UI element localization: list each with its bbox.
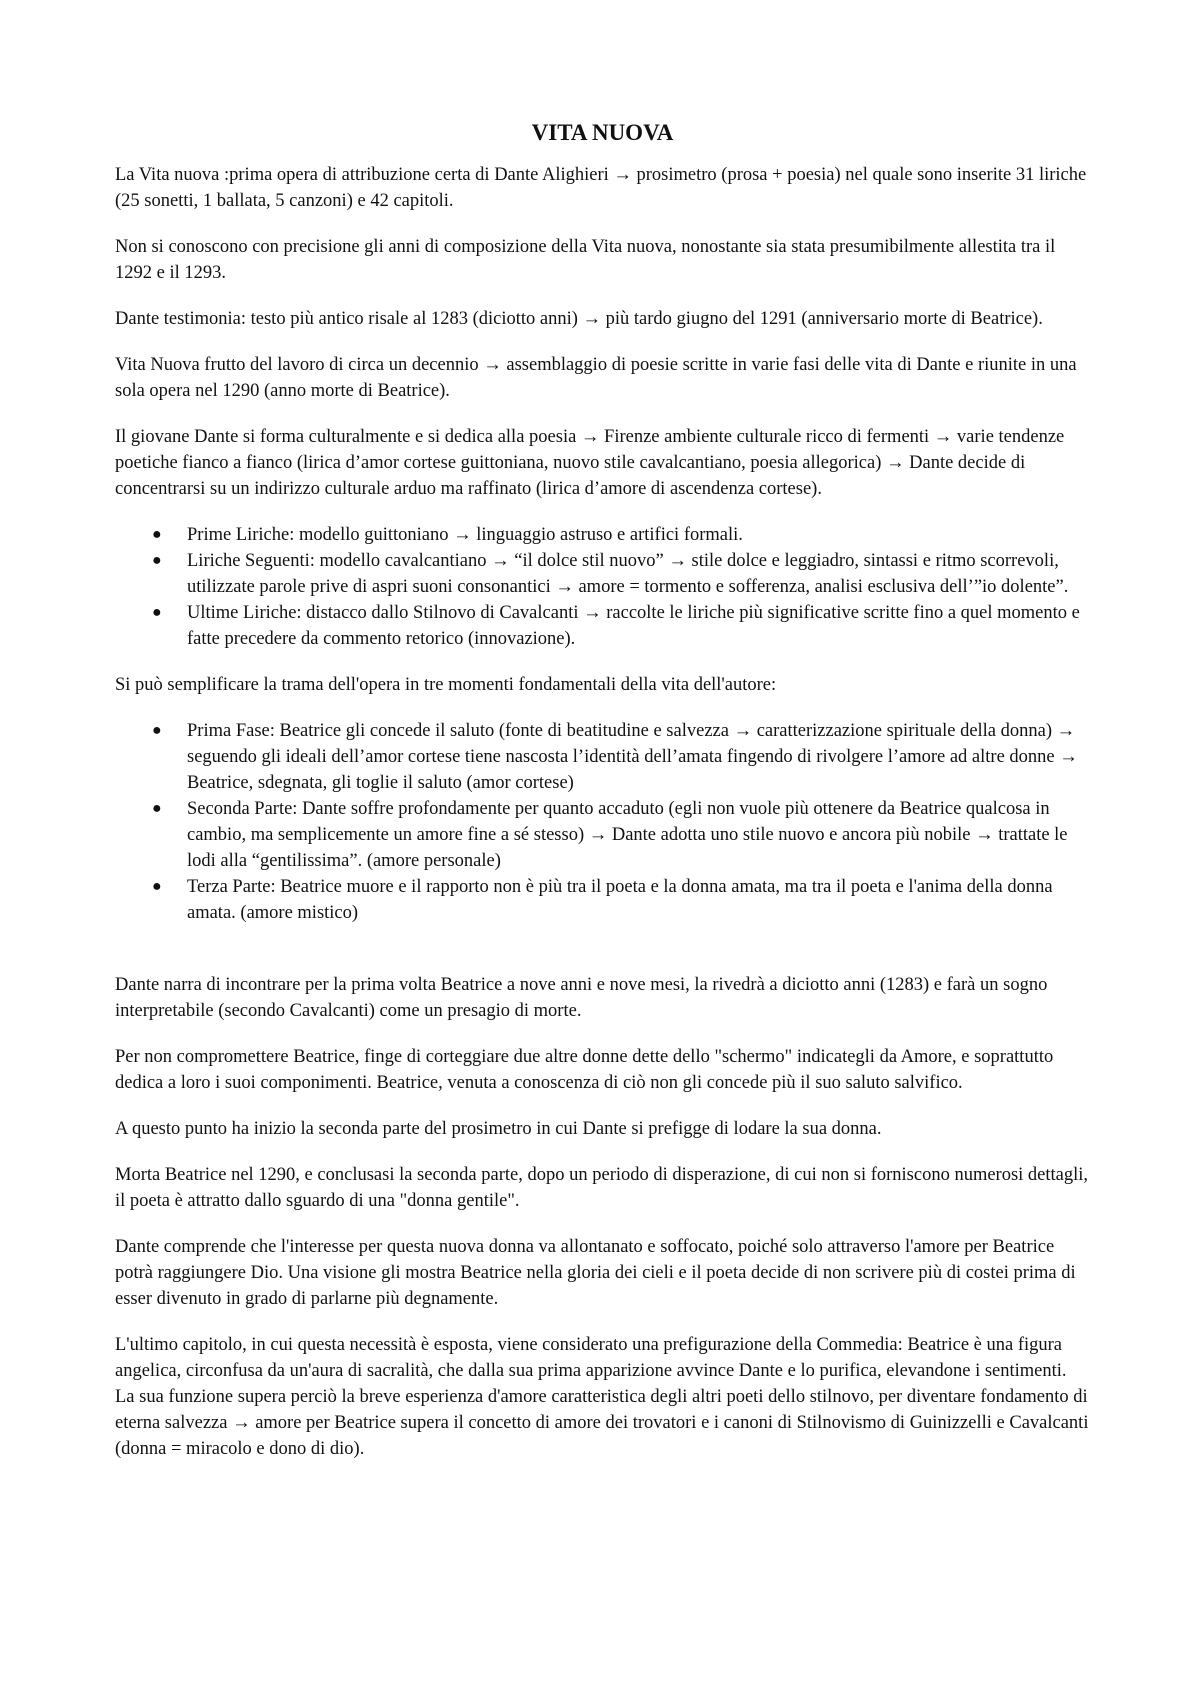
list-item [152, 718, 1090, 796]
bullet-icon: ● [152, 552, 162, 569]
list-item [152, 600, 1090, 652]
bullet-icon: ● [152, 722, 162, 739]
list-item-text: Ultime Liriche: distacco dallo Stilnovo di Cavalcanti → raccolte le liriche più significative scritte fino a quel momento e fatte precedere da commento retorico (innovazione). [187, 603, 1080, 649]
list-item [152, 796, 1090, 874]
lyrics-bullet-list [115, 522, 1090, 652]
paragraph-last-chapter: L'ultimo capitolo, in cui questa necessità è esposta, viene considerato una prefigurazione della Commedia: Beatrice è una figura angelica, circonfusa da un'aura di sacralità, che dalla sua prima apparizione avvince Dante e lo purifica, elevandone i sentimenti. La sua funzione supera perciò la breve esperienza d'amore caratteristica degli altri poeti dello stilnovo, per diventare fondamento di eterna salvezza → amore per Beatrice supera il concetto di amore dei trovatori e i canoni di Stilnovismo di Guinizzelli e Cavalcanti (donna = miracolo e dono di dio). [115, 1335, 1089, 1459]
list-item-text: Seconda Parte: Dante soffre profondamente per quanto accaduto (egli non vuole più ottenere da Beatrice qualcosa in cambio, ma semplicemente un amore fine a sé stesso) → Dante adotta uno stile nuovo e ancora più nobile → trattate le lodi alla “gentilissima”. (amore personale) [187, 799, 1068, 871]
paragraph-testimony: Dante testimonia: testo più antico risale al 1283 (diciotto anni) → più tardo giugno del 1291 (anniversario morte di Beatrice). [115, 309, 1043, 329]
list-item-text: Prima Fase: Beatrice gli concede il saluto (fonte di beatitudine e salvezza → caratterizzazione spirituale della donna) → seguendo gli ideali dell’amor cortese tiene nascosta l’identità dell’amata fingendo di rivolgere l’amore ad altre donne → Beatrice, sdegnata, gli toglie il saluto (amor cortese) [187, 721, 1078, 793]
paragraph-intro: La Vita nuova :prima opera di attribuzione certa di Dante Alighieri → prosimetro (prosa + poesia) nel quale sono inserite 31 liriche (25 sonetti, 1 ballata, 5 canzoni) e 42 capitoli. [115, 165, 1087, 211]
paragraph-second-part: A questo punto ha inizio la seconda parte del prosimetro in cui Dante si prefigge di lodare la sua donna. [115, 1119, 882, 1139]
paragraph-first-meeting: Dante narra di incontrare per la prima volta Beatrice a nove anni e nove mesi, la rivedrà a diciotto anni (1283) e farà un sogno interpretabile (secondo Cavalcanti) come un presagio di morte. [115, 975, 1048, 1021]
paragraph-cultural-formation: Il giovane Dante si forma culturalmente e si dedica alla poesia → Firenze ambiente culturale ricco di fermenti → varie tendenze poetiche fianco a fianco (lirica d’amor cortese guittoniana, nuovo stile cavalcantiano, poesia allegorica) → Dante decide di concentrarsi su un indirizzo culturale arduo ma raffinato (lirica d’amore di ascendenza cortese). [115, 427, 1065, 499]
paragraph-donna-gentile: Morta Beatrice nel 1290, e conclusasi la seconda parte, dopo un periodo di disperazione, di cui non si forniscono numerosi dettagli, il poeta è attratto dallo sguardo di una "donna gentile". [115, 1165, 1089, 1211]
list-item [152, 522, 1090, 548]
phases-bullet-list [115, 718, 1090, 926]
document-page [115, 118, 1090, 1482]
paragraph-screen-ladies: Per non compromettere Beatrice, finge di corteggiare due altre donne dette dello "schermo" indicategli da Amore, e soprattutto dedica a loro i suoi componimenti. Beatrice, venuta a conoscenza di ciò non gli concede più il suo saluto salvifico. [115, 1047, 1054, 1093]
paragraph-plot-intro: Si può semplificare la trama dell'opera in tre momenti fondamentali della vita dell'autore: [115, 675, 777, 695]
bullet-icon: ● [152, 604, 162, 621]
paragraph-composition-dates: Non si conoscono con precisione gli anni di composizione della Vita nuova, nonostante sia stata presumibilmente allestita tra il 1292 e il 1293. [115, 237, 1056, 283]
list-item [152, 874, 1090, 926]
list-item-text: Liriche Seguenti: modello cavalcantiano → “il dolce stil nuovo” → stile dolce e leggiadro, sintassi e ritmo scorrevoli, utilizzate parole prive di aspri suoni consonantici → amore = tormento e sofferenza, analisi esclusiva dell’”io dolente”. [187, 551, 1069, 597]
list-item [152, 548, 1090, 600]
paragraph-vision: Dante comprende che l'interesse per questa nuova donna va allontanato e soffocato, poiché solo attraverso l'amore per Beatrice potrà raggiungere Dio. Una visione gli mostra Beatrice nella gloria dei cieli e il poeta decide di non scrivere più di costei prima di esser divenuto in grado di parlarne più degnamente. [115, 1237, 1076, 1309]
bullet-icon: ● [152, 878, 162, 895]
paragraph-decade-work: Vita Nuova frutto del lavoro di circa un decennio → assemblaggio di poesie scritte in varie fasi delle vita di Dante e riunite in una sola opera nel 1290 (anno morte di Beatrice). [115, 355, 1077, 401]
blank-line [115, 946, 1090, 972]
bullet-icon: ● [152, 526, 162, 543]
bullet-icon: ● [152, 800, 162, 817]
list-item-text: Terza Parte: Beatrice muore e il rapporto non è più tra il poeta e la donna amata, ma tra il poeta e l'anima della donna amata. (amore mistico) [187, 877, 1053, 923]
list-item-text: Prime Liriche: modello guittoniano → linguaggio astruso e artifici formali. [187, 525, 743, 545]
document-title: VITA NUOVA [531, 120, 674, 145]
